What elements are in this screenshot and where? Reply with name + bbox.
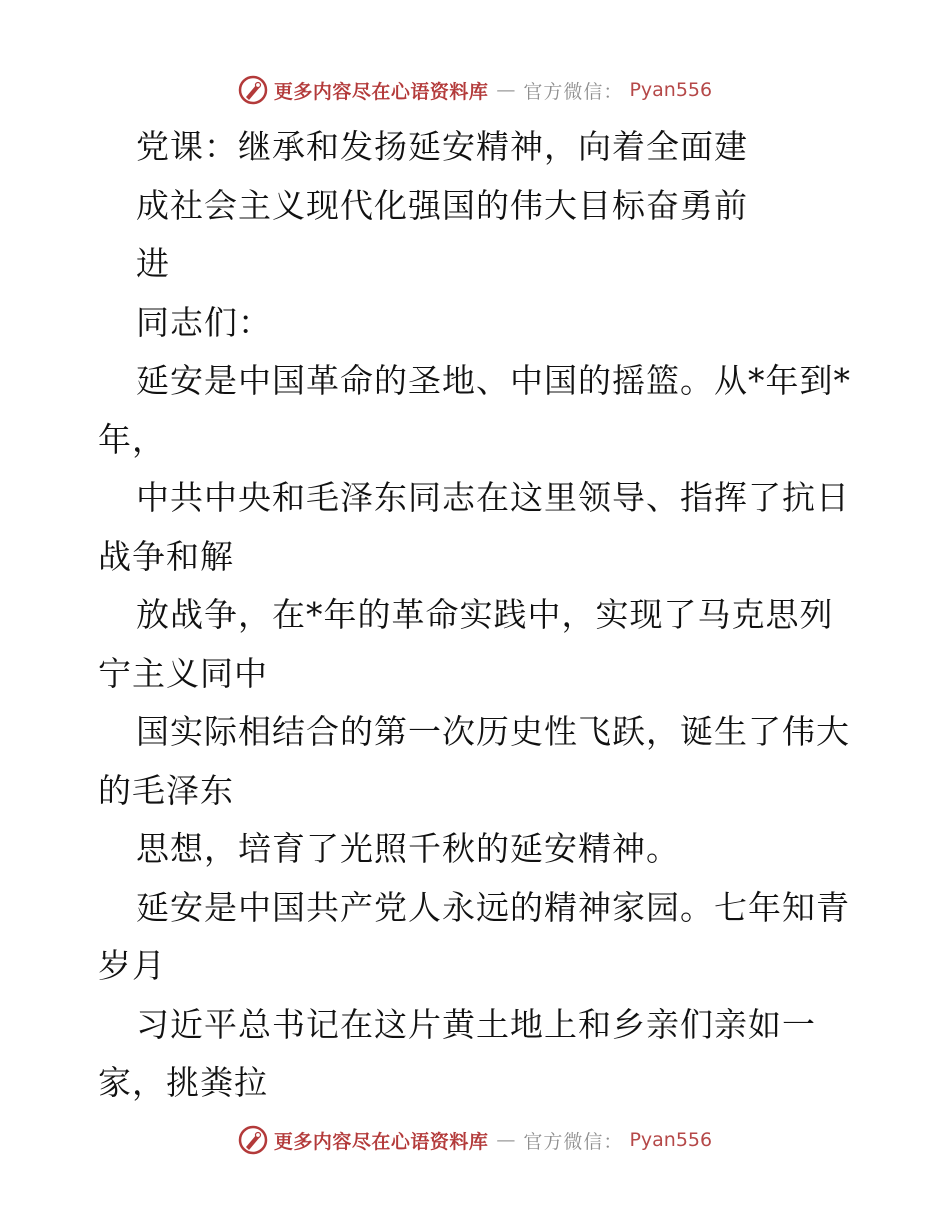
document-line: 成社会主义现代化强国的伟大目标奋勇前 [136, 185, 748, 225]
document-line: 同志们： [136, 302, 272, 342]
document-line: 延安是中国革命的圣地、中国的摇篮。从*年到* [136, 361, 851, 400]
banner-wechat-label: 官方微信： [523, 1130, 624, 1153]
document-line: 党课：继承和发扬延安精神，向着全面建 [136, 127, 748, 166]
document-line: 进 [136, 244, 170, 283]
document-line: 习近平总书记在这片黄土地上和乡亲们亲如一 [136, 1004, 816, 1044]
document-line: 延安是中国共产党人永远的精神家园。七年知青 [136, 887, 850, 927]
document-line: 战争和解 [98, 536, 234, 576]
pen-logo-icon [238, 75, 268, 105]
footer-banner [0, 1120, 950, 1160]
document-body [98, 118, 868, 1113]
document-line: 宁主义同中 [98, 653, 268, 693]
document-line: 的毛泽东 [98, 770, 234, 810]
banner-brand-text: 更多内容尽在心语资料库 [273, 1130, 489, 1153]
banner-brand-text: 更多内容尽在心语资料库 [273, 80, 489, 103]
header-banner [0, 70, 950, 110]
document-line: 国实际相结合的第一次历史性飞跃，诞生了伟大 [136, 712, 850, 751]
banner-wechat-label: 官方微信： [523, 80, 624, 103]
document-line: 家，挑粪拉 [98, 1063, 268, 1102]
document-line: 中共中央和毛泽东同志在这里领导、指挥了抗日 [136, 478, 850, 517]
document-line: 思想，培育了光照千秋的延安精神。 [136, 829, 680, 868]
document-line: 年， [98, 419, 166, 459]
banner-wechat-id: Pyan556 [629, 1129, 713, 1151]
banner-separator: — [496, 1129, 516, 1151]
document-line: 放战争，在*年的革命实践中，实现了马克思列 [136, 595, 834, 634]
banner-wechat-id: Pyan556 [629, 79, 713, 101]
pen-logo-icon [238, 1125, 268, 1155]
document-line: 岁月 [98, 946, 166, 985]
banner-separator: — [496, 79, 516, 101]
